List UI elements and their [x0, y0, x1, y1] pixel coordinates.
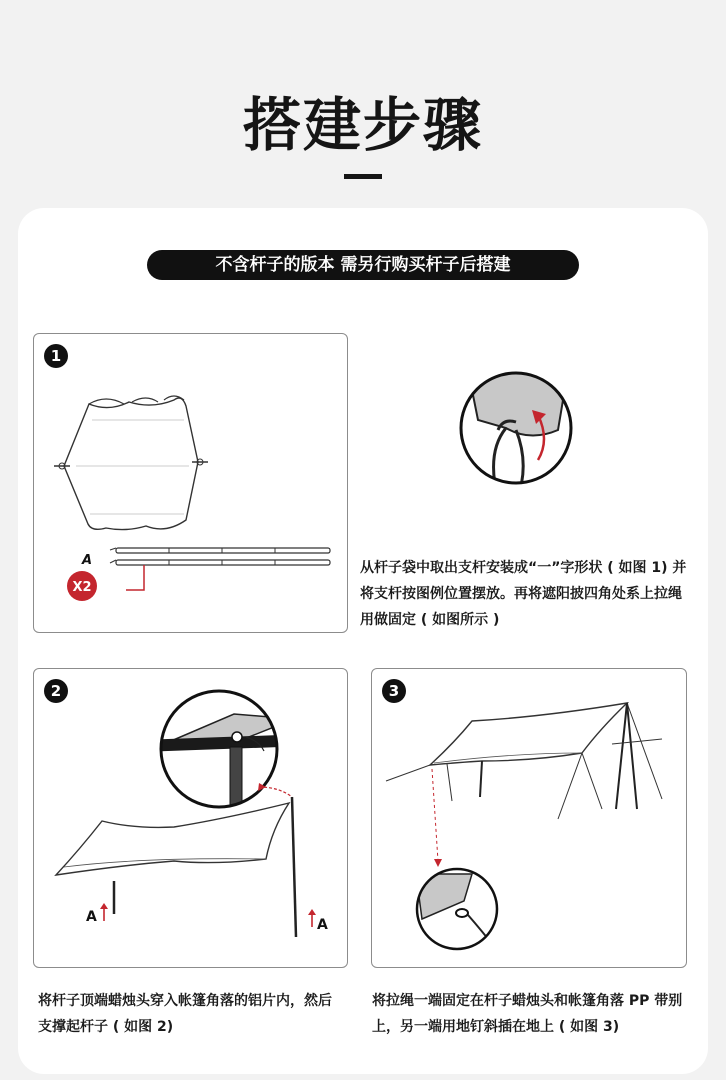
step-1-caption: 从杆子袋中取出支杆安装成“一”字形状 ( 如图 1) 并将支杆按图例位置摆放。再将遮阳披四角处系上拉绳用做固定 ( 如图所示 ): [360, 560, 687, 628]
step-3-illustration-box: [371, 668, 687, 968]
step-1-number: 1: [44, 344, 68, 368]
step-2-caption: 将杆子顶端蜡烛头穿入帐篷角落的铝片内，然后支撑起杆子 ( 如图 2): [38, 993, 332, 1035]
step-2-illustration-box: [33, 668, 348, 968]
notice-banner: 不含杆子的版本 需另行购买杆子后搭建: [147, 250, 579, 280]
tarp-and-poles-illustration: [34, 334, 347, 632]
pole-set: [110, 548, 330, 565]
step-2-number: 2: [44, 679, 68, 703]
quantity-label: X2: [72, 580, 92, 595]
tarp-staked-illustration: [372, 669, 686, 967]
step-1-illustration-box: [33, 333, 348, 633]
page-title: 搭建步骤: [242, 91, 483, 159]
step-3-number: 3: [382, 679, 406, 703]
pole-label-right: A: [317, 917, 328, 933]
step-3-caption: 将拉绳一端固定在杆子蜡烛头和帐篷角落 PP 带别上，另一端用地钉斜插在地上 ( 如图 3): [372, 993, 683, 1035]
pole-label-a: A: [82, 553, 93, 568]
rope-loop-detail: [458, 370, 578, 490]
pole-label-left: A: [86, 909, 97, 925]
title-divider: [344, 174, 382, 179]
tarp-raised-illustration: [34, 669, 347, 967]
tarp-outline: [64, 398, 198, 530]
